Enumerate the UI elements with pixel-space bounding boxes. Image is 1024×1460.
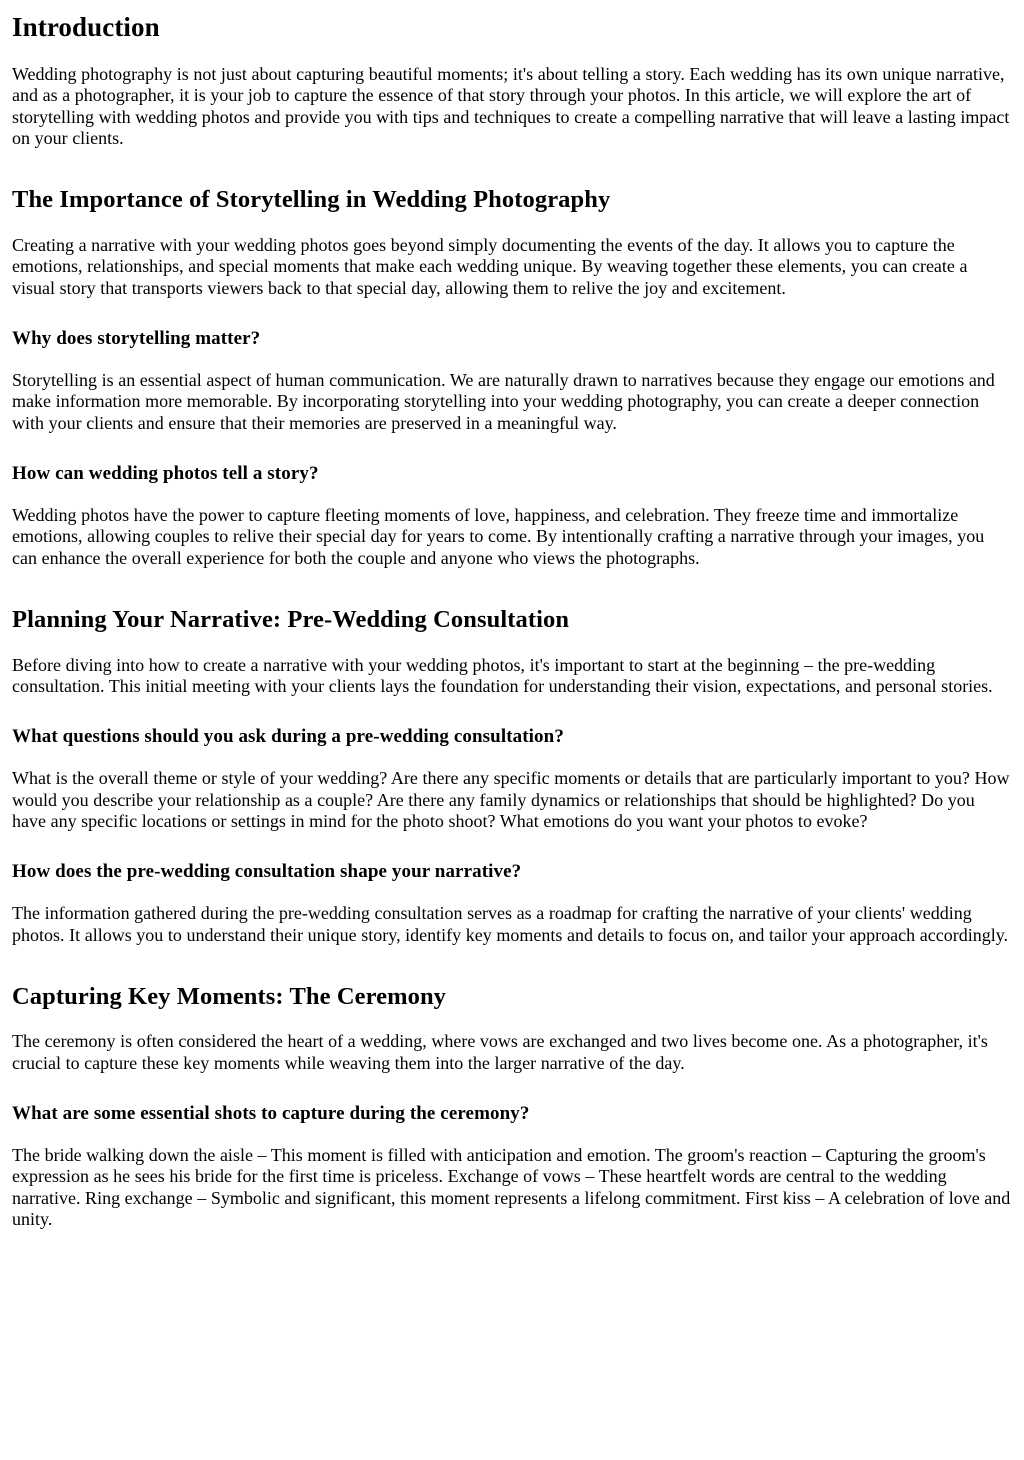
section-heading: Capturing Key Moments: The Ceremony: [12, 982, 447, 1010]
paragraph: Wedding photography is not just about capturing beautiful moments; it's about telling a story. Each wedding has its own unique narrative, and as a photographer, it is your job to capture the essence of that story through your photos. In this article, we will explore the art of storytelling with wedding photos and provide you with tips and techniques to create a compelling narrative that will leave a lasting impact on your clients.: [12, 63, 1010, 149]
section-heading: The Importance of Storytelling in Wedding Photography: [12, 186, 611, 214]
subsection-how-does-consultation-shape-narrative: [12, 861, 1012, 946]
paragraph: Storytelling is an essential aspect of human communication. We are naturally drawn to narratives because they engage our emotions and make information more memorable. By incorporating storytelling into your wedding photography, you can create a deeper connection with your clients and ensure that their memories are preserved in a meaningful way.: [12, 369, 995, 433]
page-title: Introduction: [12, 12, 160, 42]
subsection-heading: What are some essential shots to capture during the ceremony?: [12, 1103, 530, 1125]
subsection-what-questions-should-you-ask: [12, 726, 1012, 832]
section-introduction: [12, 12, 1012, 149]
section-capturing-key-moments: [12, 982, 1012, 1074]
paragraph: The bride walking down the aisle – This moment is filled with anticipation and emotion. The groom's reaction – Capturing the groom's expression as he sees his bride for the first time is priceless. Exchange of vows – These heartfelt words are central to the wedding narrative. Ring exchange – Symbolic and significant, this moment represents a lifelong commitment. First kiss – A celebration of love and unity.: [12, 1144, 1011, 1230]
paragraph: The ceremony is often considered the heart of a wedding, where vows are exchanged and two lives become one. As a photographer, it's crucial to capture these key moments while weaving them into the larger narrative of the day.: [12, 1031, 988, 1073]
section-planning-your-narrative: [12, 605, 1012, 697]
paragraph: What is the overall theme or style of your wedding? Are there any specific moments or details that are particularly important to you? How would you describe your relationship as a couple? Are there any family dynamics or relationships that should be highlighted? Do you have any specific locations or settings in mind for the photo shoot? What emotions do you want your photos to evoke?: [12, 768, 1010, 831]
subsection-heading: Why does storytelling matter?: [12, 328, 261, 350]
subsection-heading: How can wedding photos tell a story?: [12, 463, 319, 485]
paragraph: Wedding photos have the power to capture fleeting moments of love, happiness, and celebration. They freeze time and immortalize emotions, allowing couples to relive their special day for years to come. By intentionally crafting a narrative through your images, you can enhance the overall experience for both the couple and anyone who views the photographs.: [12, 504, 985, 568]
paragraph: The information gathered during the pre-wedding consultation serves as a roadmap for crafting the narrative of your clients' wedding photos. It allows you to understand their unique story, identify key moments and details to focus on, and tailor your approach accordingly.: [12, 903, 1009, 945]
subsection-heading: What questions should you ask during a pre-wedding consultation?: [12, 726, 564, 748]
section-importance-of-storytelling: [12, 185, 1012, 299]
section-heading: Planning Your Narrative: Pre-Wedding Consultation: [12, 606, 570, 634]
paragraph: Before diving into how to create a narrative with your wedding photos, it's important to start at the beginning – the pre-wedding consultation. This initial meeting with your clients lays the foundation for understanding their vision, expectations, and personal stories.: [12, 654, 993, 696]
subsection-essential-shots-during-ceremony: [12, 1103, 1012, 1230]
subsection-heading: How does the pre-wedding consultation shape your narrative?: [12, 861, 522, 883]
article-page: [0, 12, 1024, 1231]
subsection-how-can-wedding-photos-tell-a-story: [12, 463, 1012, 569]
paragraph: Creating a narrative with your wedding photos goes beyond simply documenting the events of the day. It allows you to capture the emotions, relationships, and special moments that make each wedding unique. By weaving together these elements, you can create a visual story that transports viewers back to that special day, allowing them to relive the joy and excitement.: [12, 234, 968, 298]
subsection-why-does-storytelling-matter: [12, 328, 1012, 434]
